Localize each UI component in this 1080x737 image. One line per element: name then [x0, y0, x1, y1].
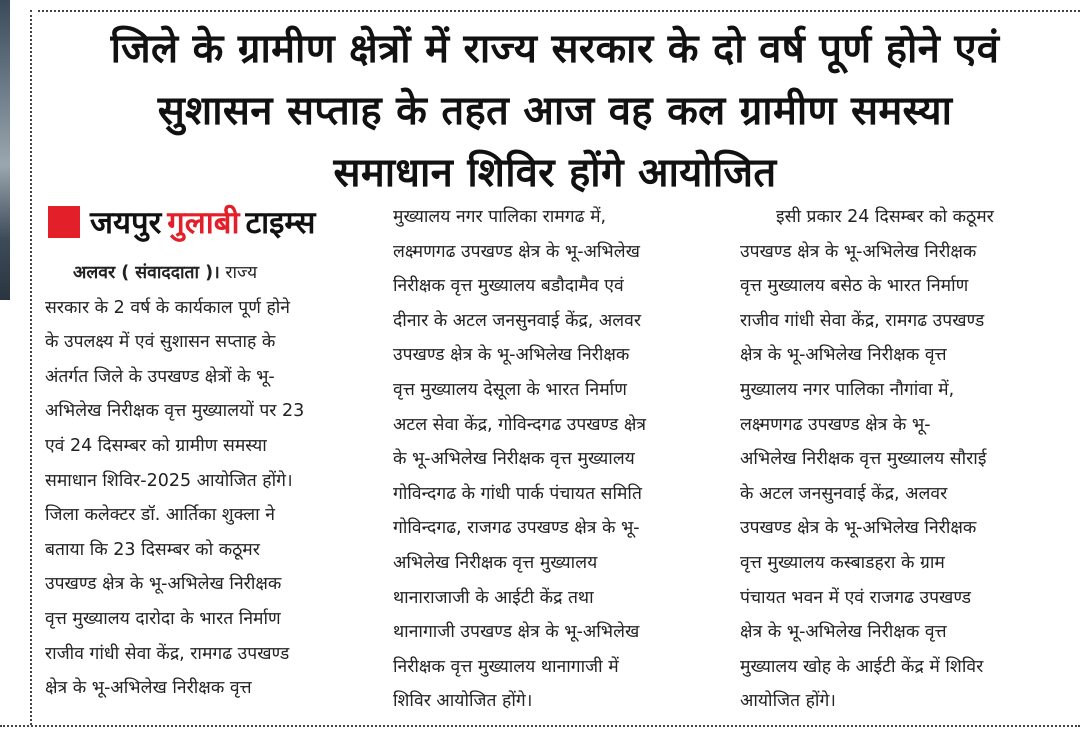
headline-line-3: समाधान शिविर होंगे आयोजित	[333, 150, 777, 196]
headline-line-2: सुशासन सप्ताह के तहत आज वह कल ग्रामीण समस्या	[157, 88, 953, 134]
text-line: मुख्यालय खोह के आईटी केंद्र में शिविर	[740, 656, 984, 677]
text-line: उपखण्ड क्षेत्र के भू-अभिलेख निरीक्षक	[393, 345, 630, 366]
first-line-text: राज्य	[219, 263, 258, 283]
text-line: उपखण्ड क्षेत्र के भू-अभिलेख निरीक्षक	[740, 241, 977, 262]
masthead-gulabi: गुलाबी	[167, 205, 240, 241]
text-line: के अटल जनसुनवाई केंद्र, अलवर	[740, 483, 948, 504]
text-line: जिला कलेक्टर डॉ. आर्तिका शुक्ला ने	[45, 505, 275, 526]
text-line: के भू-अभिलेख निरीक्षक वृत्त मुख्यालय	[393, 449, 635, 470]
text-line: राजीव गांधी सेवा केंद्र, रामगढ उपखण्ड	[740, 310, 985, 331]
text-line: थानागाजी उपखण्ड क्षेत्र के भू-अभिलेख	[393, 622, 640, 643]
text-line: उपखण्ड क्षेत्र के भू-अभिलेख निरीक्षक	[45, 574, 282, 595]
headline-line-1: जिले के ग्रामीण क्षेत्रों में राज्य सरकार के दो वर्ष पूर्ण होने एवं	[110, 26, 1000, 72]
bottom-dotted-border	[0, 725, 1080, 727]
text-line: सरकार के 2 वर्ष के कार्यकाल पूर्ण होने	[45, 297, 291, 318]
masthead-jaipur: जयपुर	[90, 205, 162, 241]
text-line: दीनार के अटल जनसुनवाई केंद्र, अलवर	[393, 310, 642, 331]
left-dotted-border	[30, 10, 32, 725]
text-line: के उपलक्ष्य में एवं सुशासन सप्ताह के	[45, 332, 276, 353]
text-line: गोविन्दगढ, राजगढ उपखण्ड क्षेत्र के भू-	[393, 518, 640, 539]
text-line: पंचायत भवन में एवं राजगढ उपखण्ड	[740, 587, 972, 608]
text-line: वृत्त मुख्यालय देसूला के भारत निर्माण	[393, 379, 627, 400]
column-1-first-line	[45, 256, 360, 291]
article-headline	[38, 18, 1072, 204]
text-line: आयोजित होंगे।	[740, 691, 836, 712]
adjacent-photo-strip	[0, 0, 10, 300]
text-line: अभिलेख निरीक्षक वृत्त मुख्यालय	[393, 552, 598, 573]
dateline: अलवर ( संवाददाता )।	[73, 263, 220, 283]
article-column-2	[393, 200, 713, 719]
text-line: अभिलेख निरीक्षक वृत्त मुख्यालय सौराई	[740, 449, 987, 470]
text-line: लक्ष्मणगढ उपखण्ड क्षेत्र के भू-अभिलेख	[393, 241, 640, 262]
text-line: इसी प्रकार 24 दिसम्बर को कठूमर	[776, 207, 994, 227]
text-line: एवं 24 दिसम्बर को ग्रामीण समस्या	[45, 435, 267, 456]
masthead-times: टाइम्स	[245, 205, 316, 241]
text-line: राजीव गांधी सेवा केंद्र, रामगढ उपखण्ड	[45, 643, 290, 664]
text-line: उपखण्ड क्षेत्र के भू-अभिलेख निरीक्षक	[740, 518, 977, 539]
text-line: क्षेत्र के भू-अभिलेख निरीक्षक वृत्त	[45, 678, 252, 699]
article-column-3	[740, 200, 1065, 719]
text-line: मुख्यालय नगर पालिका नौगांवा में,	[740, 379, 955, 400]
text-line: अटल सेवा केंद्र, गोविन्दगढ उपखण्ड क्षेत्र	[393, 414, 647, 435]
text-line: बताया कि 23 दिसम्बर को कठूमर	[45, 539, 260, 560]
text-line: मुख्यालय नगर पालिका रामगढ में,	[393, 207, 607, 227]
text-line: थानाराजाजी के आईटी केंद्र तथा	[393, 587, 594, 608]
text-line: निरीक्षक वृत्त मुख्यालय बडौदामैव एवं	[393, 276, 624, 297]
text-line: लक्ष्मणगढ उपखण्ड क्षेत्र के भू-	[740, 414, 931, 435]
newspaper-masthead	[48, 200, 315, 244]
text-line: वृत्त मुख्यालय बसेठ के भारत निर्माण	[740, 276, 969, 297]
text-line: समाधान शिविर-2025 आयोजित होंगे।	[45, 470, 293, 491]
text-line: गोविन्दगढ के गांधी पार्क पंचायत समिति	[393, 483, 642, 504]
article-column-1	[45, 256, 360, 706]
top-dotted-border	[38, 10, 1080, 12]
text-line: अंतर्गत जिले के उपखण्ड क्षेत्रों के भू-	[45, 366, 275, 387]
text-line: वृत्त मुख्यालय दारोदा के भारत निर्माण	[45, 608, 281, 629]
red-square-icon	[48, 206, 80, 238]
text-line: वृत्त मुख्यालय कस्बाडहरा के ग्राम	[740, 552, 945, 573]
text-line: शिविर आयोजित होंगे।	[393, 691, 533, 712]
text-line: क्षेत्र के भू-अभिलेख निरीक्षक वृत्त	[740, 622, 947, 643]
text-line: क्षेत्र के भू-अभिलेख निरीक्षक वृत्त	[740, 345, 947, 366]
text-line: निरीक्षक वृत्त मुख्यालय थानागाजी में	[393, 656, 619, 677]
text-line: अभिलेख निरीक्षक वृत्त मुख्यालयों पर 23	[45, 401, 305, 422]
